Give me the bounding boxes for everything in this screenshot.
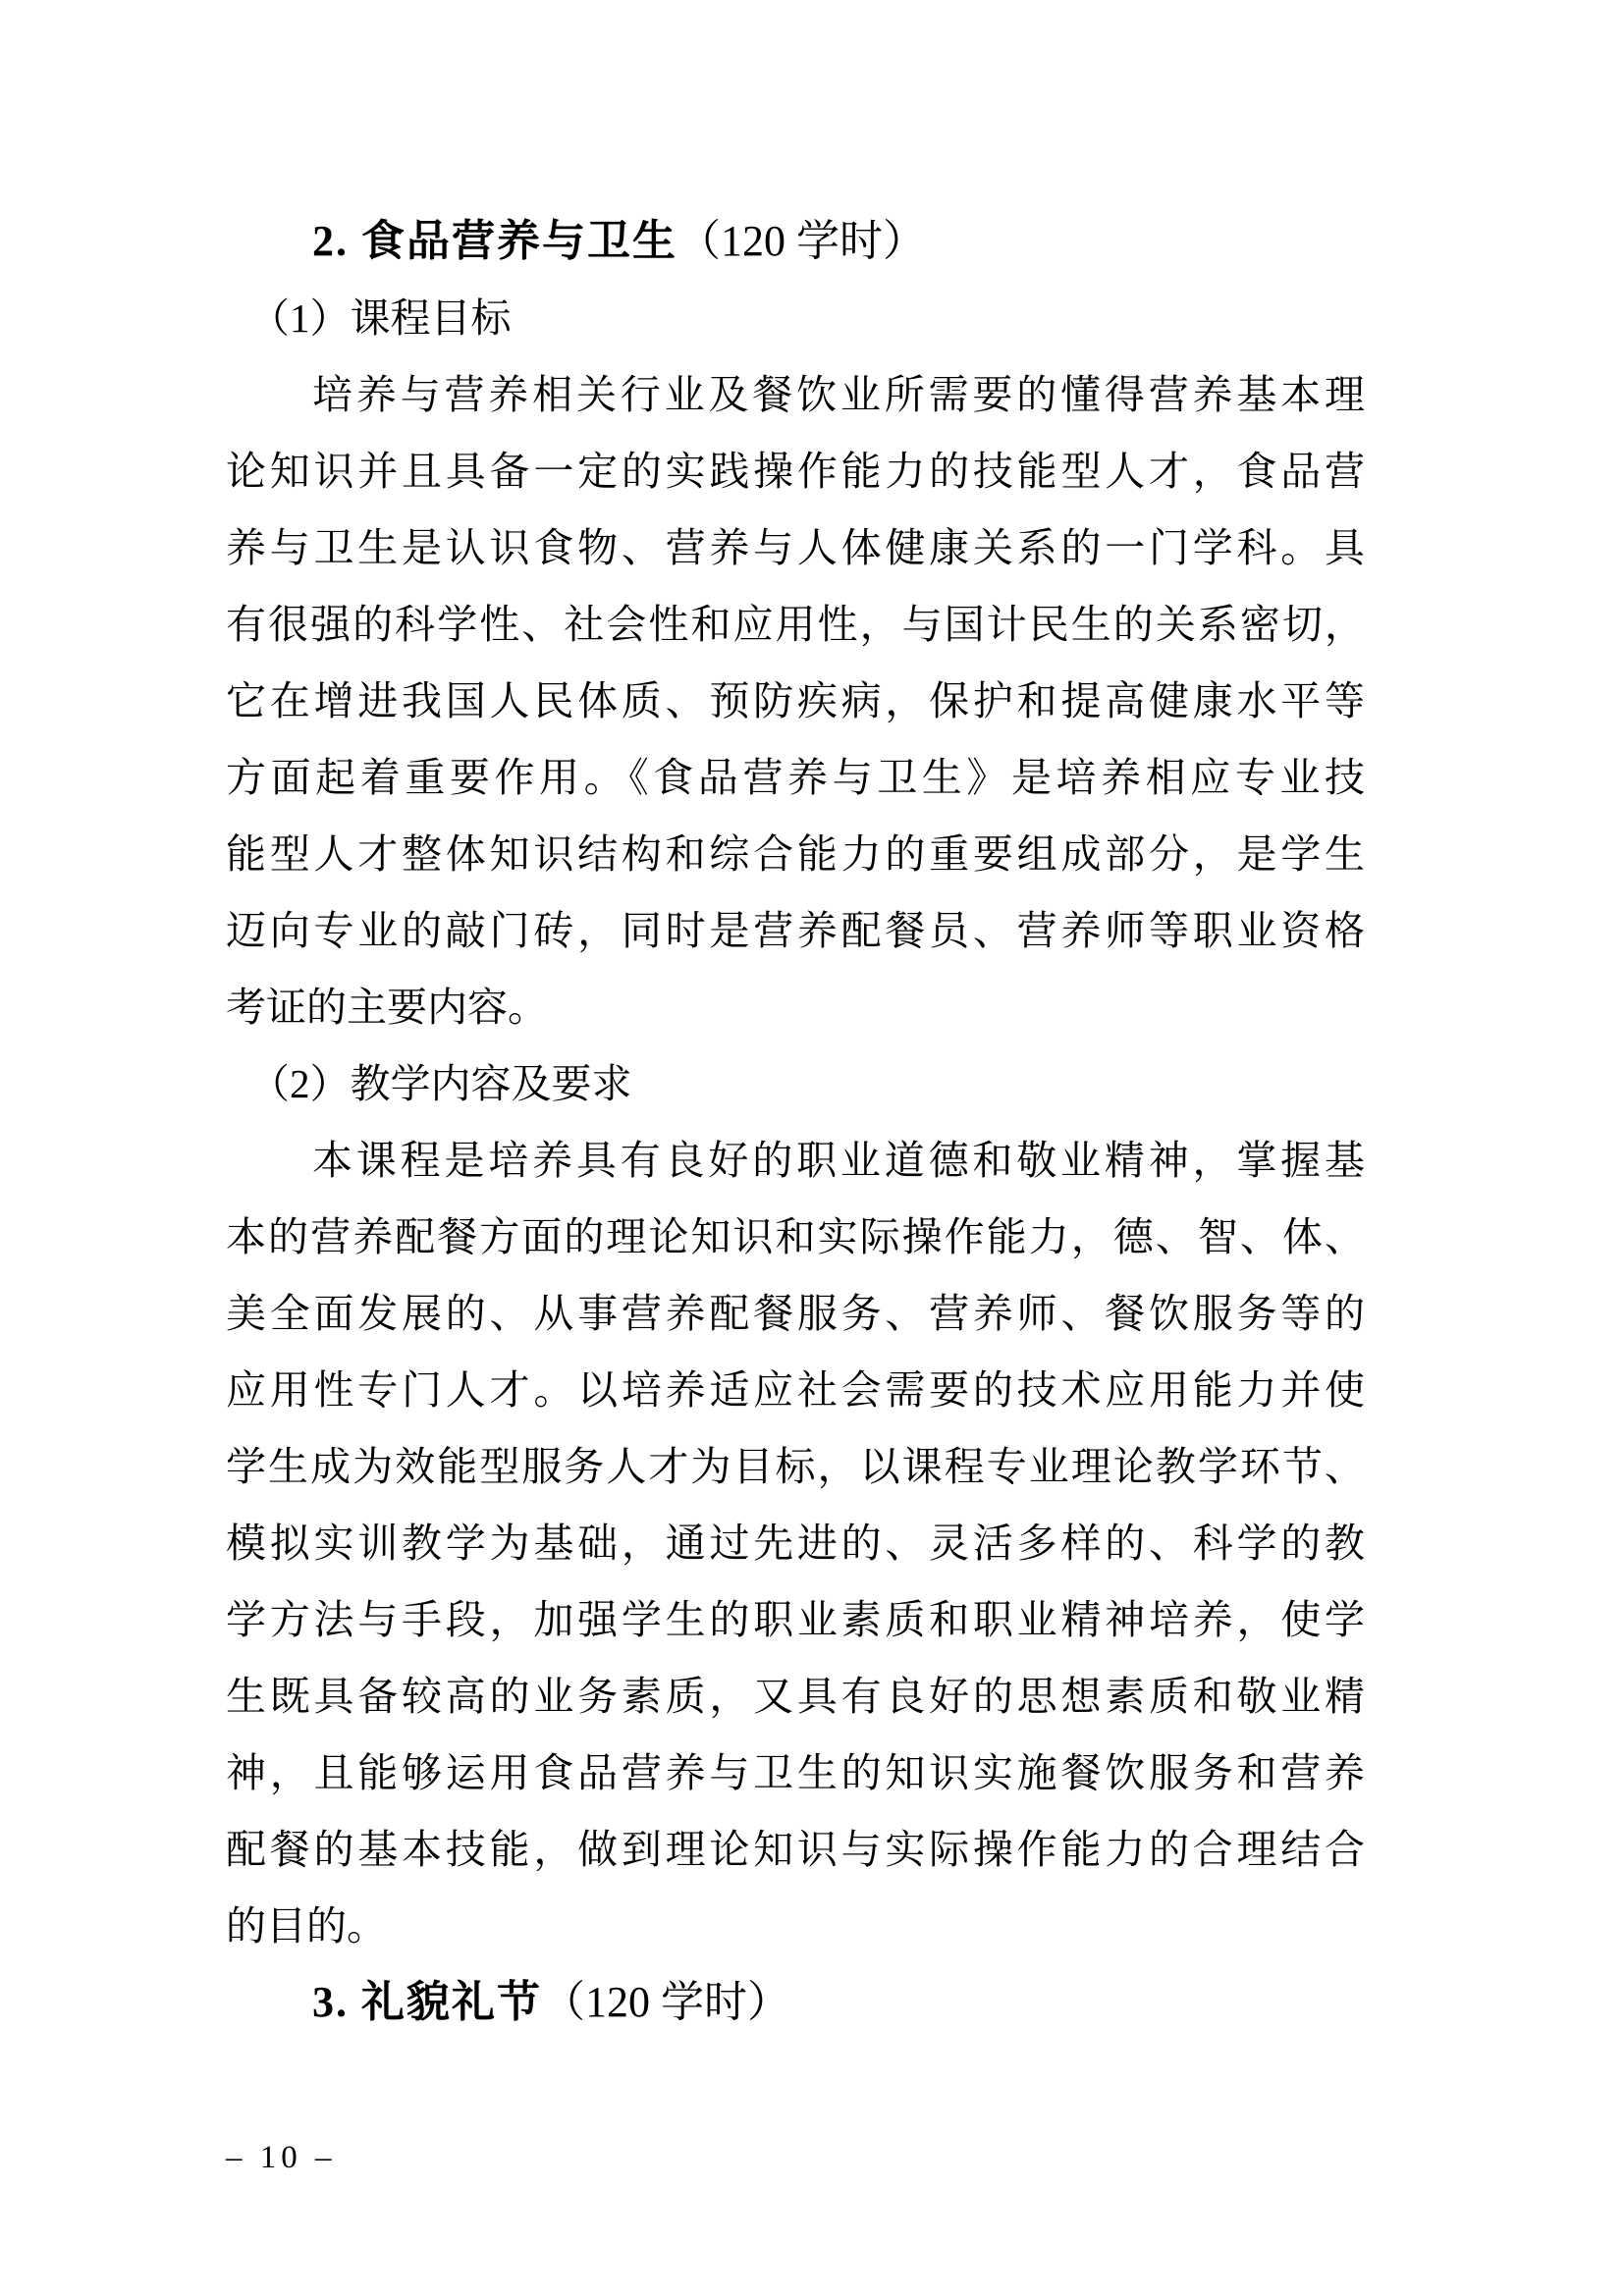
paragraph-line: 配餐的基本技能，做到理论知识与实际操作能力的合理结合 xyxy=(226,1827,1365,1872)
document-content xyxy=(226,203,1365,2041)
paragraph-line: 能型人才整体知识结构和综合能力的重要组成部分，是学生 xyxy=(226,831,1365,877)
paragraph-line: 培养与营养相关行业及餐饮业所需要的懂得营养基本理 xyxy=(312,372,1365,417)
paragraph-line: 方面起着重要作用。《食品营养与卫生》是培养相应专业技 xyxy=(226,755,1365,800)
section-heading-hours: （120 学时） xyxy=(677,217,926,265)
section-heading-title: 2. 食品营养与卫生 xyxy=(312,217,677,265)
paragraph-line: 神，且能够运用食品营养与卫生的知识实施餐饮服务和营养 xyxy=(226,1750,1365,1795)
paragraph-line: 考证的主要内容。 xyxy=(226,985,548,1030)
paragraph-line: 模拟实训教学为基础，通过先进的、灵活多样的、科学的教 xyxy=(226,1521,1365,1566)
paragraph-line: 美全面发展的、从事营养配餐服务、营养师、餐饮服务等的 xyxy=(226,1291,1365,1336)
paragraph-line: 应用性专门人才。以培养适应社会需要的技术应用能力并使 xyxy=(226,1367,1365,1413)
section-heading-title: 3. 礼貌礼节 xyxy=(312,1978,542,2026)
section-heading-hours: （120 学时） xyxy=(542,1978,790,2026)
paragraph-line: 论知识并且具备一定的实践操作能力的技能型人才，食品营 xyxy=(226,449,1365,494)
paragraph-line: 有很强的科学性、社会性和应用性，与国计民生的关系密切， xyxy=(226,602,1365,647)
section-heading xyxy=(226,203,1365,280)
paragraph-line: 学方法与手段，加强学生的职业素质和职业精神培养，使学 xyxy=(226,1597,1365,1642)
paragraph-line: 学生成为效能型服务人才为目标，以课程专业理论教学环节、 xyxy=(226,1444,1365,1489)
sub-heading: （2）教学内容及要求 xyxy=(249,1061,632,1106)
paragraph-line: 本的营养配餐方面的理论知识和实际操作能力，德、智、体、 xyxy=(226,1214,1365,1259)
paragraph-line: 本课程是培养具有良好的职业道德和敬业精神，掌握基 xyxy=(312,1138,1365,1183)
paragraph-line: 的目的。 xyxy=(226,1903,387,1949)
page-number: – 10 – xyxy=(226,2140,337,2175)
section-heading xyxy=(226,1964,1365,2041)
paragraph-line: 迈向专业的敲门砖，同时是营养配餐员、营养师等职业资格 xyxy=(226,908,1365,953)
paragraph-line: 养与卫生是认识食物、营养与人体健康关系的一门学科。具 xyxy=(226,525,1365,570)
sub-heading: （1）课程目标 xyxy=(249,295,512,341)
paragraph-line: 生既具备较高的业务素质，又具有良好的思想素质和敬业精 xyxy=(226,1674,1365,1719)
paragraph-line: 它在增进我国人民体质、预防疾病，保护和提高健康水平等 xyxy=(226,678,1365,723)
